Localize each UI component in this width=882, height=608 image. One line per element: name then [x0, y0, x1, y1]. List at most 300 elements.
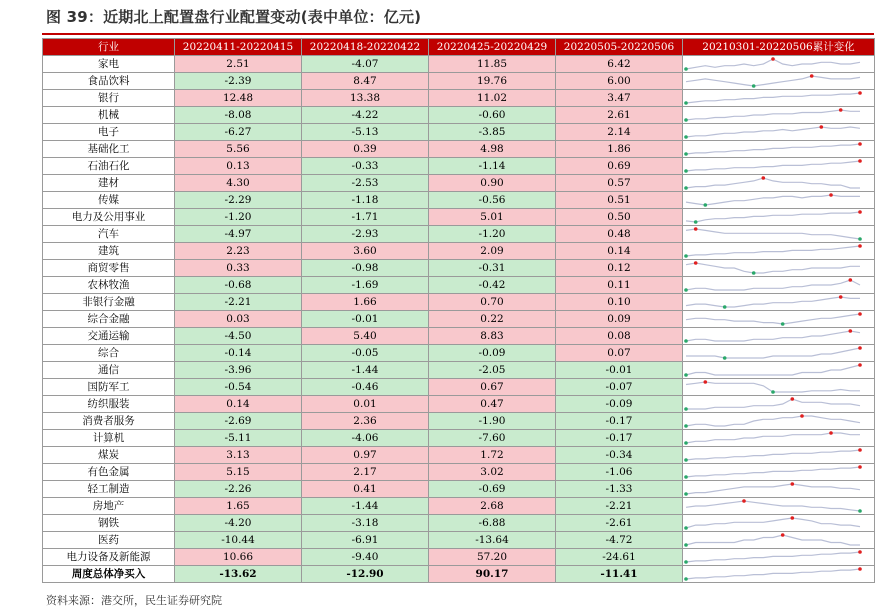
- weekly-flow-value: 0.90: [429, 175, 556, 192]
- sparkline-chart: [683, 396, 863, 412]
- cumulative-sparkline: [683, 498, 875, 515]
- weekly-flow-value: -0.60: [429, 107, 556, 124]
- table-row: [43, 515, 875, 532]
- weekly-flow-value: 2.61: [556, 107, 683, 124]
- table-row: [43, 532, 875, 549]
- weekly-flow-value: -0.17: [556, 413, 683, 430]
- weekly-flow-value: 0.10: [556, 294, 683, 311]
- weekly-flow-value: 0.48: [556, 226, 683, 243]
- table-row: [43, 549, 875, 566]
- industry-name: 电子: [43, 124, 175, 141]
- weekly-flow-value: -2.21: [556, 498, 683, 515]
- industry-name: 国防军工: [43, 379, 175, 396]
- weekly-flow-value: 0.69: [556, 158, 683, 175]
- sparkline-min-marker: [684, 526, 688, 530]
- industry-name: 建筑: [43, 243, 175, 260]
- weekly-flow-value: -1.44: [302, 498, 429, 515]
- weekly-flow-value: -0.98: [302, 260, 429, 277]
- cumulative-sparkline: [683, 311, 875, 328]
- table-row: [43, 362, 875, 379]
- weekly-flow-value: 1.72: [429, 447, 556, 464]
- sparkline-path: [686, 93, 860, 103]
- industry-name: 房地产: [43, 498, 175, 515]
- sparkline-max-marker: [742, 499, 746, 503]
- industry-name: 电力设备及新能源: [43, 549, 175, 566]
- sparkline-chart: [683, 158, 863, 174]
- sparkline-min-marker: [684, 254, 688, 258]
- weekly-flow-value: -2.61: [556, 515, 683, 532]
- weekly-flow-value: 5.40: [302, 328, 429, 345]
- sparkline-max-marker: [791, 397, 795, 401]
- weekly-flow-value: 2.14: [556, 124, 683, 141]
- sparkline-max-marker: [762, 176, 766, 180]
- cumulative-sparkline: [683, 124, 875, 141]
- table-row: [43, 56, 875, 73]
- sparkline-max-marker: [849, 278, 853, 282]
- weekly-flow-value: -3.18: [302, 515, 429, 532]
- sparkline-min-marker: [684, 101, 688, 105]
- weekly-flow-value: 6.42: [556, 56, 683, 73]
- weekly-flow-value: -0.42: [429, 277, 556, 294]
- sparkline-path: [686, 127, 860, 137]
- cumulative-sparkline: [683, 192, 875, 209]
- sparkline-path: [686, 246, 860, 256]
- weekly-flow-value: 0.12: [556, 260, 683, 277]
- sparkline-min-marker: [684, 169, 688, 173]
- weekly-flow-value: 2.09: [429, 243, 556, 260]
- weekly-flow-value: 0.41: [302, 481, 429, 498]
- sparkline-min-marker: [684, 492, 688, 496]
- table-row: [43, 226, 875, 243]
- sparkline-min-marker: [704, 203, 708, 207]
- weekly-flow-value: 12.48: [175, 90, 302, 107]
- sparkline-path: [686, 484, 860, 494]
- cumulative-sparkline: [683, 90, 875, 107]
- sparkline-min-marker: [684, 288, 688, 292]
- weekly-flow-value: -3.85: [429, 124, 556, 141]
- sparkline-chart: [683, 515, 863, 531]
- weekly-flow-value: -2.69: [175, 413, 302, 430]
- sparkline-path: [686, 365, 860, 375]
- cumulative-sparkline: [683, 549, 875, 566]
- sparkline-max-marker: [694, 261, 698, 265]
- sparkline-path: [686, 263, 860, 273]
- weekly-flow-value: -0.31: [429, 260, 556, 277]
- sparkline-path: [686, 501, 860, 511]
- weekly-flow-value: 0.14: [556, 243, 683, 260]
- weekly-flow-value: 5.15: [175, 464, 302, 481]
- weekly-flow-value: -7.60: [429, 430, 556, 447]
- weekly-flow-value: -0.46: [302, 379, 429, 396]
- industry-name: 有色金属: [43, 464, 175, 481]
- weekly-flow-value: 0.01: [302, 396, 429, 413]
- sparkline-chart: [683, 413, 863, 429]
- sparkline-chart: [683, 294, 863, 310]
- industry-name: 交通运输: [43, 328, 175, 345]
- sparkline-chart: [683, 124, 863, 140]
- weekly-flow-value: -0.07: [556, 379, 683, 396]
- sparkline-path: [686, 161, 860, 171]
- sparkline-chart: [683, 532, 863, 548]
- sparkline-path: [686, 229, 860, 239]
- cumulative-sparkline: [683, 209, 875, 226]
- weekly-flow-value: 1.66: [302, 294, 429, 311]
- sparkline-chart: [683, 209, 863, 225]
- sparkline-min-marker: [694, 220, 698, 224]
- industry-name: 电力及公用事业: [43, 209, 175, 226]
- sparkline-min-marker: [684, 458, 688, 462]
- sparkline-chart: [683, 243, 863, 259]
- weekly-flow-value: -2.21: [175, 294, 302, 311]
- sparkline-chart: [683, 311, 863, 327]
- sparkline-path: [686, 314, 860, 324]
- weekly-flow-value: 0.03: [175, 311, 302, 328]
- weekly-flow-value: -13.64: [429, 532, 556, 549]
- weekly-flow-value: -10.44: [175, 532, 302, 549]
- weekly-flow-value: 0.51: [556, 192, 683, 209]
- weekly-flow-value: 4.98: [429, 141, 556, 158]
- cumulative-sparkline: [683, 447, 875, 464]
- sparkline-max-marker: [704, 380, 708, 384]
- weekly-flow-value: -11.41: [556, 566, 683, 583]
- table-row: [43, 73, 875, 90]
- sparkline-path: [686, 518, 860, 528]
- cumulative-sparkline: [683, 379, 875, 396]
- weekly-flow-value: 0.07: [556, 345, 683, 362]
- weekly-flow-value: -4.06: [302, 430, 429, 447]
- sparkline-max-marker: [800, 414, 804, 418]
- sparkline-max-marker: [858, 159, 862, 163]
- table-row: [43, 379, 875, 396]
- industry-name: 钢铁: [43, 515, 175, 532]
- sparkline-chart: [683, 175, 863, 191]
- sparkline-max-marker: [839, 108, 843, 112]
- header-row: [43, 39, 875, 56]
- cumulative-sparkline: [683, 413, 875, 430]
- sparkline-path: [686, 195, 860, 205]
- weekly-flow-value: 4.30: [175, 175, 302, 192]
- sparkline-min-marker: [684, 441, 688, 445]
- sparkline-path: [686, 552, 860, 562]
- weekly-flow-value: 1.65: [175, 498, 302, 515]
- sparkline-max-marker: [858, 550, 862, 554]
- weekly-flow-value: 11.02: [429, 90, 556, 107]
- cumulative-sparkline: [683, 362, 875, 379]
- industry-name: 计算机: [43, 430, 175, 447]
- sparkline-min-marker: [684, 577, 688, 581]
- weekly-flow-value: 0.09: [556, 311, 683, 328]
- header-week-3: 20220425-20220429: [429, 39, 556, 56]
- table-row: [43, 209, 875, 226]
- sparkline-min-marker: [723, 356, 727, 360]
- table-row: [43, 396, 875, 413]
- weekly-flow-value: -2.93: [302, 226, 429, 243]
- sparkline-path: [686, 467, 860, 477]
- industry-allocation-table: [42, 38, 875, 583]
- figure-title: 图 39：近期北上配置盘行业配置变动(表中单位：亿元): [46, 8, 422, 26]
- weekly-flow-value: -24.61: [556, 549, 683, 566]
- weekly-flow-value: 0.11: [556, 277, 683, 294]
- sparkline-min-marker: [858, 509, 862, 513]
- industry-name: 轻工制造: [43, 481, 175, 498]
- weekly-flow-value: 2.68: [429, 498, 556, 515]
- weekly-flow-value: 3.02: [429, 464, 556, 481]
- header-week-4: 20220505-20220506: [556, 39, 683, 56]
- weekly-flow-value: -5.13: [302, 124, 429, 141]
- weekly-flow-value: -0.01: [302, 311, 429, 328]
- weekly-flow-value: 8.83: [429, 328, 556, 345]
- weekly-flow-value: -1.20: [175, 209, 302, 226]
- sparkline-path: [686, 212, 860, 222]
- sparkline-path: [686, 280, 860, 290]
- weekly-flow-value: 10.66: [175, 549, 302, 566]
- sparkline-min-marker: [771, 390, 775, 394]
- table-row: [43, 481, 875, 498]
- weekly-flow-value: -6.27: [175, 124, 302, 141]
- weekly-flow-value: -2.05: [429, 362, 556, 379]
- header-week-2: 20220418-20220422: [302, 39, 429, 56]
- table-row: [43, 447, 875, 464]
- sparkline-chart: [683, 141, 863, 157]
- sparkline-max-marker: [829, 431, 833, 435]
- sparkline-min-marker: [684, 186, 688, 190]
- cumulative-sparkline: [683, 277, 875, 294]
- weekly-flow-value: -13.62: [175, 566, 302, 583]
- weekly-flow-value: -1.14: [429, 158, 556, 175]
- industry-name: 综合: [43, 345, 175, 362]
- industry-name: 周度总体净买入: [43, 566, 175, 583]
- sparkline-path: [686, 331, 860, 341]
- cumulative-sparkline: [683, 532, 875, 549]
- weekly-flow-value: -1.20: [429, 226, 556, 243]
- sparkline-path: [686, 450, 860, 460]
- industry-name: 石油石化: [43, 158, 175, 175]
- weekly-flow-value: 0.47: [429, 396, 556, 413]
- sparkline-chart: [683, 328, 863, 344]
- weekly-flow-value: -2.39: [175, 73, 302, 90]
- title-rule: [42, 33, 874, 35]
- industry-name: 通信: [43, 362, 175, 379]
- sparkline-min-marker: [684, 373, 688, 377]
- sparkline-chart: [683, 90, 863, 106]
- weekly-flow-value: -0.17: [556, 430, 683, 447]
- weekly-flow-value: -3.96: [175, 362, 302, 379]
- table-row: [43, 260, 875, 277]
- table-row: [43, 294, 875, 311]
- sparkline-max-marker: [839, 295, 843, 299]
- table-row: [43, 243, 875, 260]
- weekly-flow-value: -1.18: [302, 192, 429, 209]
- weekly-flow-value: 90.17: [429, 566, 556, 583]
- sparkline-min-marker: [684, 407, 688, 411]
- table-row: [43, 464, 875, 481]
- sparkline-min-marker: [723, 305, 727, 309]
- weekly-flow-value: 0.22: [429, 311, 556, 328]
- sparkline-max-marker: [858, 363, 862, 367]
- sparkline-max-marker: [810, 74, 814, 78]
- industry-name: 建材: [43, 175, 175, 192]
- cumulative-sparkline: [683, 328, 875, 345]
- weekly-flow-value: -0.14: [175, 345, 302, 362]
- table-row: [43, 107, 875, 124]
- sparkline-path: [686, 348, 860, 358]
- sparkline-min-marker: [684, 135, 688, 139]
- industry-name: 综合金融: [43, 311, 175, 328]
- industry-name: 纺织服装: [43, 396, 175, 413]
- cumulative-sparkline: [683, 515, 875, 532]
- weekly-flow-value: -0.34: [556, 447, 683, 464]
- weekly-flow-value: 8.47: [302, 73, 429, 90]
- weekly-flow-value: 2.36: [302, 413, 429, 430]
- weekly-flow-value: -6.91: [302, 532, 429, 549]
- sparkline-max-marker: [858, 91, 862, 95]
- cumulative-sparkline: [683, 345, 875, 362]
- weekly-flow-value: 6.00: [556, 73, 683, 90]
- sparkline-chart: [683, 566, 863, 582]
- table-row: [43, 141, 875, 158]
- cumulative-sparkline: [683, 260, 875, 277]
- weekly-flow-value: 11.85: [429, 56, 556, 73]
- cumulative-sparkline: [683, 73, 875, 90]
- sparkline-max-marker: [858, 244, 862, 248]
- table-row: [43, 328, 875, 345]
- weekly-flow-value: 3.13: [175, 447, 302, 464]
- table-row: [43, 158, 875, 175]
- cumulative-sparkline: [683, 243, 875, 260]
- cumulative-sparkline: [683, 430, 875, 447]
- weekly-flow-value: -0.09: [429, 345, 556, 362]
- weekly-flow-value: -6.88: [429, 515, 556, 532]
- weekly-flow-value: 3.60: [302, 243, 429, 260]
- table-row: [43, 311, 875, 328]
- weekly-flow-value: -0.01: [556, 362, 683, 379]
- weekly-flow-value: 0.97: [302, 447, 429, 464]
- weekly-flow-value: -4.20: [175, 515, 302, 532]
- weekly-flow-value: -4.50: [175, 328, 302, 345]
- sparkline-max-marker: [849, 329, 853, 333]
- sparkline-max-marker: [858, 142, 862, 146]
- sparkline-chart: [683, 481, 863, 497]
- sparkline-chart: [683, 73, 863, 89]
- industry-name: 基础化工: [43, 141, 175, 158]
- weekly-flow-value: -1.44: [302, 362, 429, 379]
- cumulative-sparkline: [683, 175, 875, 192]
- weekly-flow-value: -1.69: [302, 277, 429, 294]
- sparkline-max-marker: [858, 448, 862, 452]
- weekly-flow-value: 0.13: [175, 158, 302, 175]
- sparkline-chart: [683, 549, 863, 565]
- sparkline-max-marker: [820, 125, 824, 129]
- weekly-flow-value: -4.72: [556, 532, 683, 549]
- table-row: [43, 413, 875, 430]
- weekly-flow-value: -0.09: [556, 396, 683, 413]
- sparkline-max-marker: [771, 57, 775, 61]
- sparkline-chart: [683, 498, 863, 514]
- sparkline-chart: [683, 277, 863, 293]
- header-week-1: 20220411-20220415: [175, 39, 302, 56]
- weekly-flow-value: 0.70: [429, 294, 556, 311]
- table-row: [43, 430, 875, 447]
- weekly-flow-value: -0.54: [175, 379, 302, 396]
- sparkline-min-marker: [684, 118, 688, 122]
- total-row: [43, 566, 875, 583]
- weekly-flow-value: -4.07: [302, 56, 429, 73]
- sparkline-max-marker: [694, 227, 698, 231]
- industry-name: 银行: [43, 90, 175, 107]
- weekly-flow-value: -1.90: [429, 413, 556, 430]
- sparkline-chart: [683, 226, 863, 242]
- cumulative-sparkline: [683, 141, 875, 158]
- cumulative-sparkline: [683, 294, 875, 311]
- cumulative-sparkline: [683, 56, 875, 73]
- sparkline-min-marker: [858, 237, 862, 241]
- weekly-flow-value: -0.33: [302, 158, 429, 175]
- weekly-flow-value: 1.86: [556, 141, 683, 158]
- sparkline-chart: [683, 447, 863, 463]
- table-row: [43, 90, 875, 107]
- cumulative-sparkline: [683, 396, 875, 413]
- weekly-flow-value: 0.57: [556, 175, 683, 192]
- sparkline-max-marker: [791, 516, 795, 520]
- sparkline-chart: [683, 464, 863, 480]
- weekly-flow-value: 0.14: [175, 396, 302, 413]
- weekly-flow-value: 5.01: [429, 209, 556, 226]
- weekly-flow-value: -5.11: [175, 430, 302, 447]
- weekly-flow-value: -1.06: [556, 464, 683, 481]
- weekly-flow-value: -2.26: [175, 481, 302, 498]
- weekly-flow-value: 0.33: [175, 260, 302, 277]
- weekly-flow-value: -0.56: [429, 192, 556, 209]
- sparkline-min-marker: [752, 84, 756, 88]
- weekly-flow-value: 0.39: [302, 141, 429, 158]
- industry-name: 农林牧渔: [43, 277, 175, 294]
- weekly-flow-value: 0.67: [429, 379, 556, 396]
- table-row: [43, 124, 875, 141]
- sparkline-min-marker: [684, 424, 688, 428]
- weekly-flow-value: -4.22: [302, 107, 429, 124]
- table-row: [43, 498, 875, 515]
- sparkline-path: [686, 297, 860, 307]
- header-industry: 行业: [43, 39, 175, 56]
- weekly-flow-value: -1.71: [302, 209, 429, 226]
- industry-name: 家电: [43, 56, 175, 73]
- sparkline-max-marker: [858, 567, 862, 571]
- industry-name: 食品饮料: [43, 73, 175, 90]
- weekly-flow-value: -2.29: [175, 192, 302, 209]
- cumulative-sparkline: [683, 481, 875, 498]
- sparkline-chart: [683, 107, 863, 123]
- weekly-flow-value: 2.51: [175, 56, 302, 73]
- industry-name: 消费者服务: [43, 413, 175, 430]
- weekly-flow-value: 2.23: [175, 243, 302, 260]
- sparkline-max-marker: [791, 482, 795, 486]
- sparkline-chart: [683, 192, 863, 208]
- weekly-flow-value: 3.47: [556, 90, 683, 107]
- sparkline-chart: [683, 260, 863, 276]
- source-note: 资料来源：港交所，民生证券研究院: [46, 594, 222, 607]
- sparkline-min-marker: [684, 67, 688, 71]
- sparkline-path: [686, 178, 860, 188]
- weekly-flow-value: -9.40: [302, 549, 429, 566]
- sparkline-chart: [683, 430, 863, 446]
- table-row: [43, 192, 875, 209]
- sparkline-chart: [683, 56, 863, 72]
- weekly-flow-value: 2.17: [302, 464, 429, 481]
- sparkline-path: [686, 144, 860, 154]
- sparkline-min-marker: [684, 475, 688, 479]
- weekly-flow-value: -12.90: [302, 566, 429, 583]
- cumulative-sparkline: [683, 464, 875, 481]
